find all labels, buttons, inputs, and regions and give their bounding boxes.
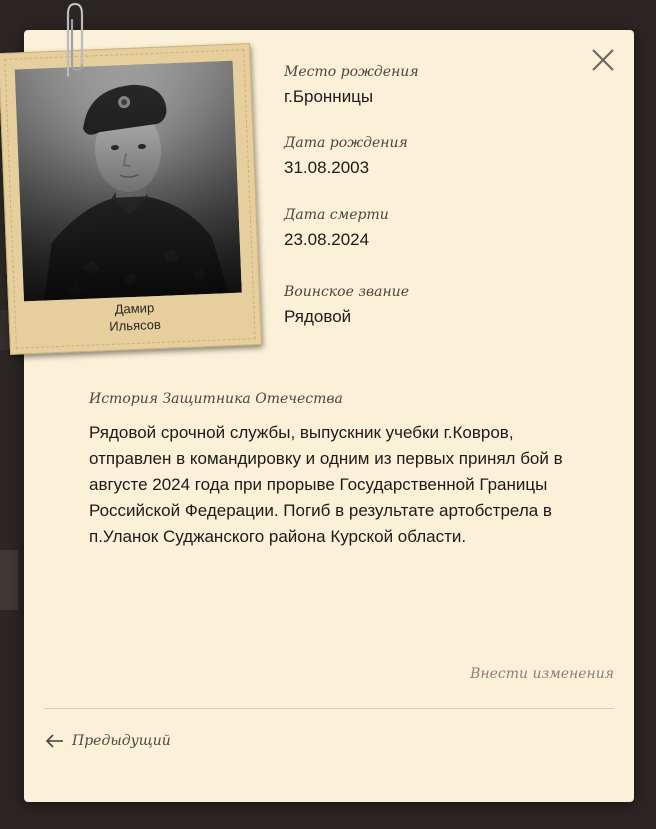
defender-modal [24, 30, 634, 802]
history-text: Рядовой срочной службы, выпускник учебки г.Ковров, отправлен в командировку и одним из первых принял бой в августе 2024 года при прорыве Государственной Границы Российской Федерации. Погиб в результате артобстрела в п.Уланок Суджанского района Курской области. [89, 423, 563, 546]
deathdate-label: Дата смерти [284, 207, 389, 223]
close-button[interactable] [591, 48, 615, 72]
deathdate-block [284, 206, 389, 251]
previous-label: Предыдущий [72, 733, 171, 749]
first-name: Дамир [114, 300, 155, 317]
birthdate-value: 31.08.2003 [284, 158, 370, 177]
last-name: Ильясов [109, 316, 162, 334]
history-title: История Защитника Отечества [89, 391, 343, 407]
paperclip-icon [60, 0, 90, 82]
birthdate-block [284, 134, 408, 179]
birthplace-block [284, 63, 419, 108]
rank-label: Воинское звание [284, 284, 409, 300]
close-icon [591, 48, 615, 72]
portrait-photo [15, 61, 242, 302]
photo-caption [9, 295, 260, 339]
edit-link[interactable]: Внести изменения [470, 666, 614, 682]
deathdate-value: 23.08.2024 [284, 230, 370, 249]
divider [44, 708, 614, 709]
rank-value: Рядовой [284, 307, 352, 326]
rank-block [284, 283, 409, 328]
photo-card [0, 43, 262, 355]
birthdate-label: Дата рождения [284, 135, 408, 151]
backdrop-panel [0, 550, 18, 610]
arrow-left-icon [46, 734, 64, 748]
birthplace-label: Место рождения [284, 64, 419, 80]
birthplace-value: г.Бронницы [284, 87, 374, 106]
history-section [89, 390, 589, 550]
previous-button[interactable] [46, 733, 171, 749]
